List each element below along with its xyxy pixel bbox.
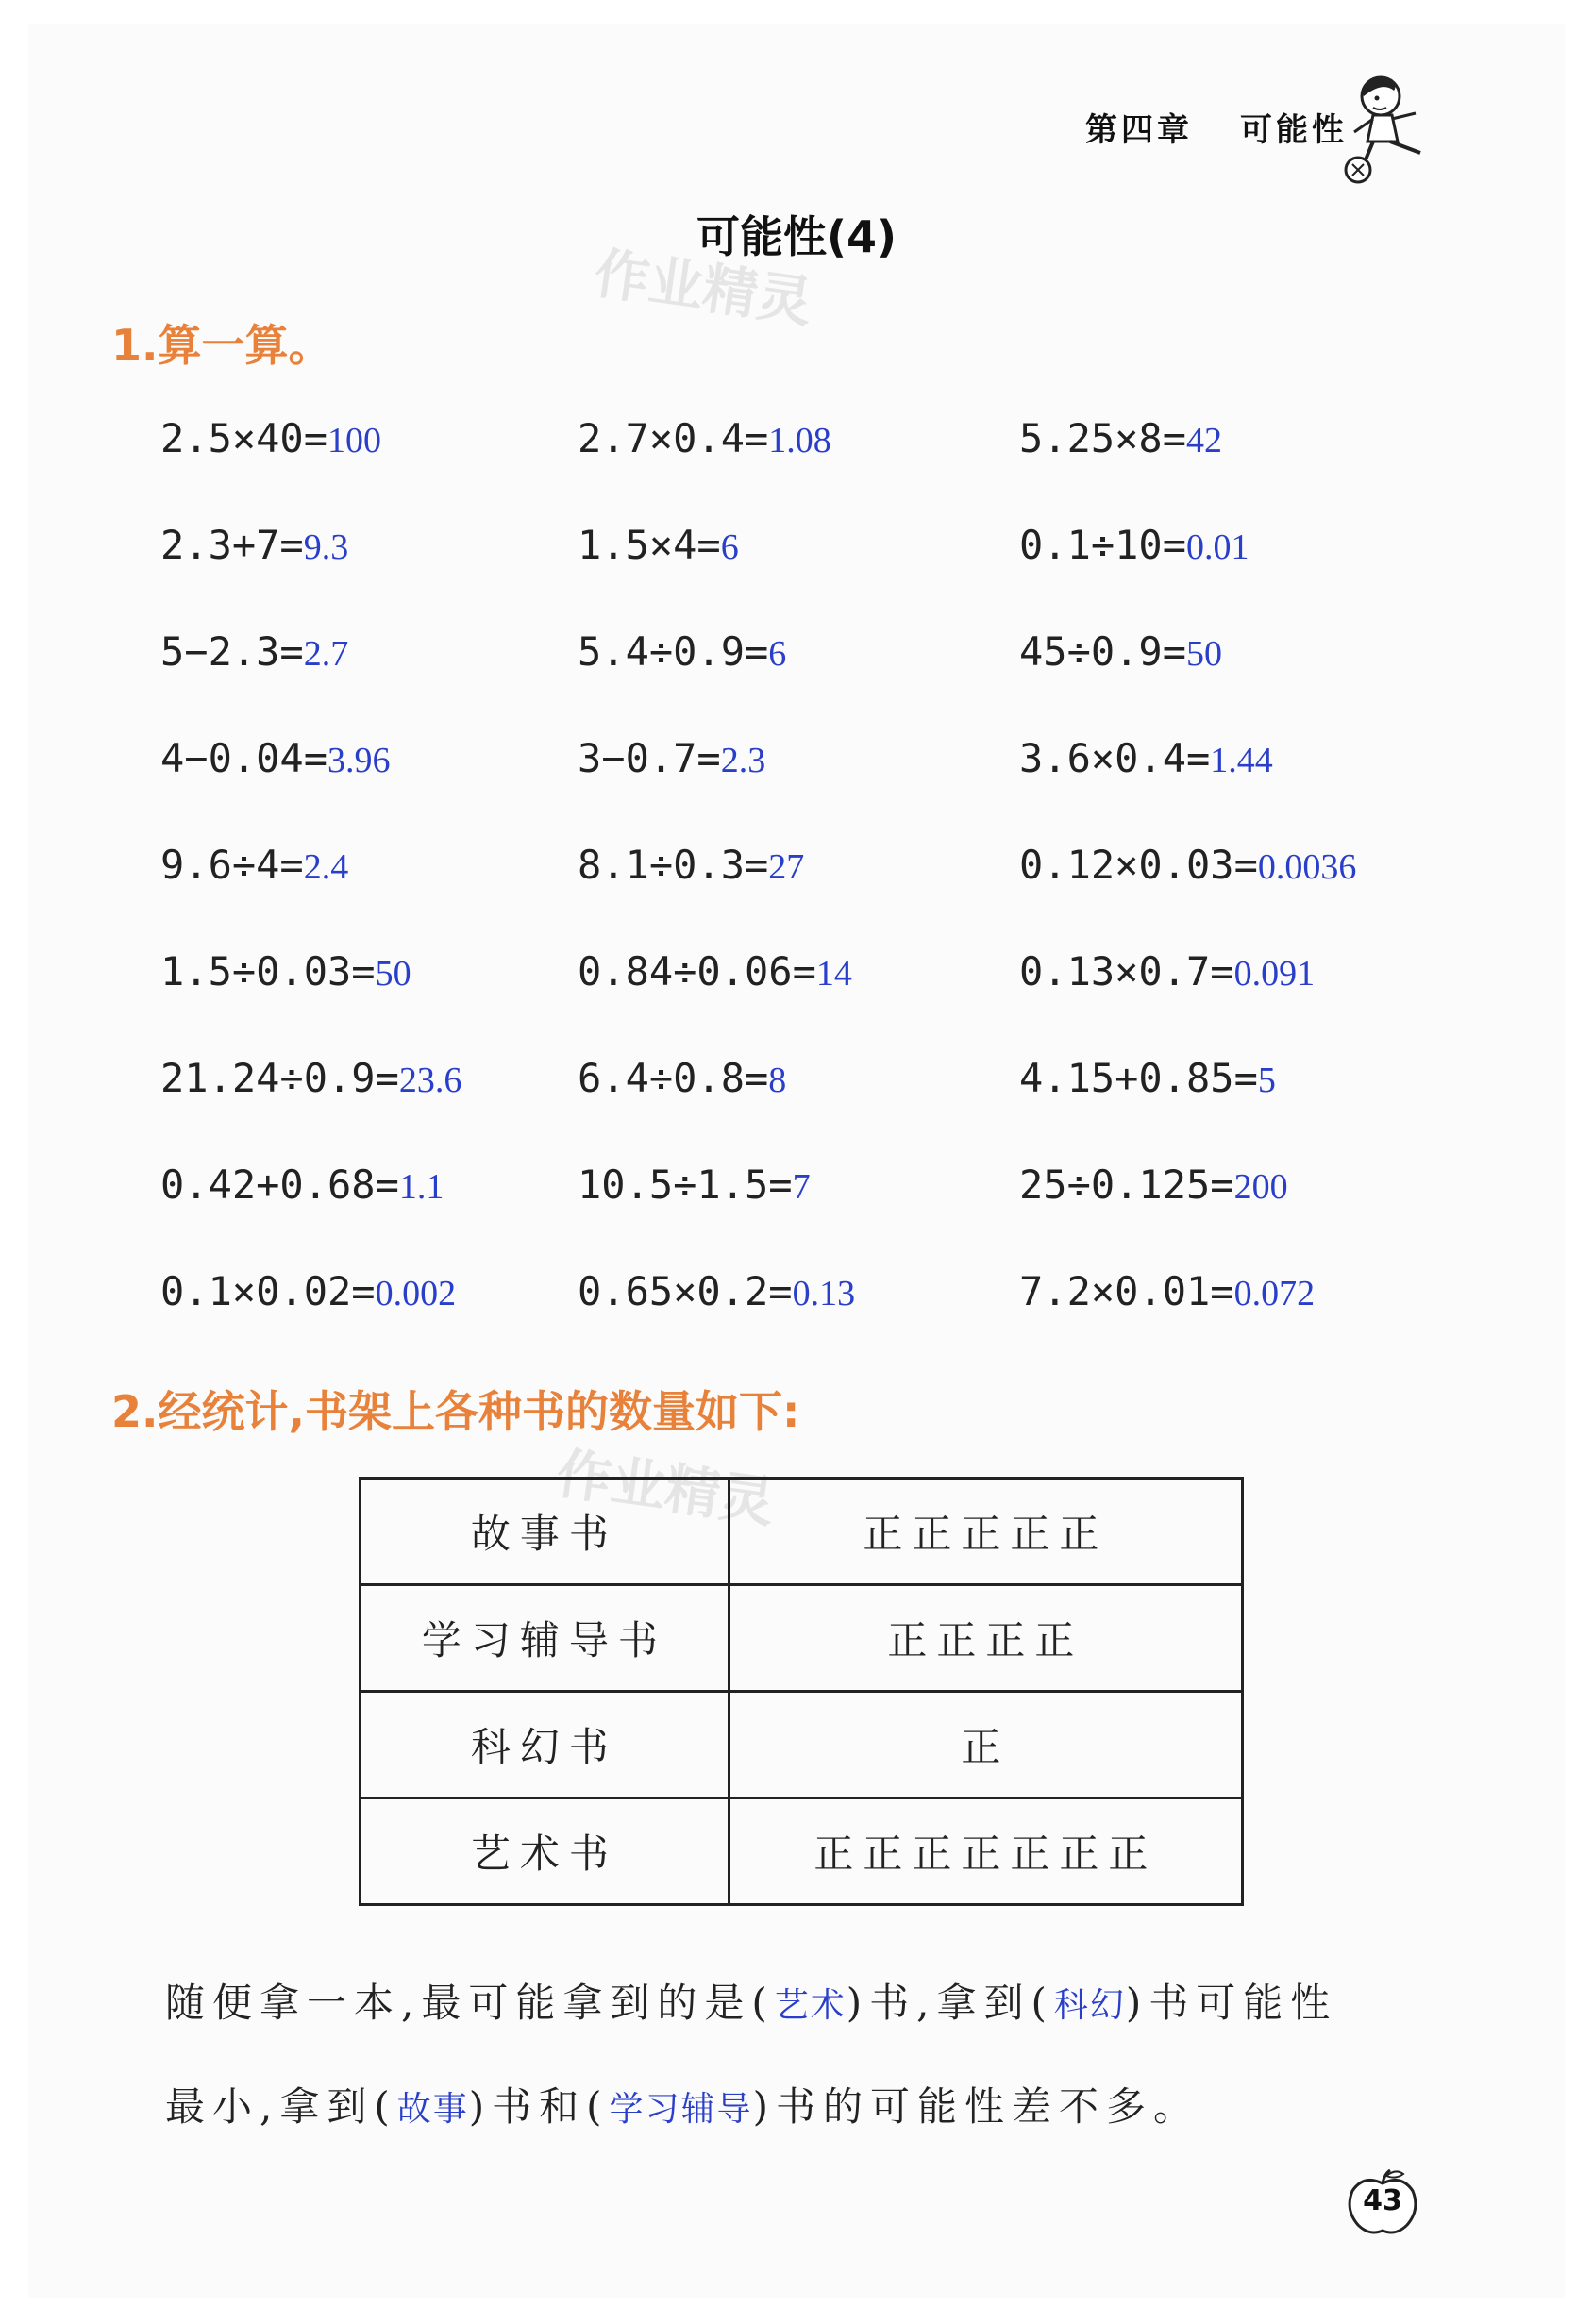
watermark-top: 作业精灵 — [590, 241, 816, 335]
fill-in-sentence-line2 — [165, 2076, 1200, 2132]
calculation-item — [578, 948, 852, 995]
calculation-item — [160, 948, 411, 995]
book-kind: 故事书 — [361, 1479, 729, 1585]
section1-heading: 1.算一算。 — [111, 320, 332, 371]
sentence-text: )书和( — [468, 2083, 610, 2130]
boy-kicking-ball-illustration — [1335, 66, 1449, 189]
book-kind: 艺术书 — [361, 1798, 729, 1905]
answer-text[interactable]: 5 — [1257, 1061, 1276, 1100]
equation-text: 3.6×0.4= — [1019, 735, 1211, 781]
answer-text[interactable]: 14 — [815, 954, 852, 994]
sentence-text: )书的可能性差不多。 — [752, 2083, 1200, 2130]
answer-text[interactable]: 0.0036 — [1257, 847, 1357, 887]
answer-blank[interactable]: 学习辅导 — [609, 2090, 753, 2129]
calculation-item — [1019, 948, 1315, 995]
equation-text: 45÷0.9= — [1019, 628, 1187, 675]
equation-text: 5−2.3= — [160, 628, 304, 675]
equation-text: 0.1×0.02= — [160, 1268, 376, 1314]
calculation-item — [160, 735, 391, 781]
calculation-item — [1019, 415, 1222, 461]
equation-text: 4.15+0.85= — [1019, 1055, 1258, 1101]
calculation-item — [1019, 1055, 1276, 1101]
answer-text[interactable]: 0.072 — [1233, 1274, 1316, 1313]
equation-text: 7.2×0.01= — [1019, 1268, 1234, 1314]
book-kind: 科幻书 — [361, 1692, 729, 1798]
calculation-item — [160, 842, 348, 888]
equation-text: 1.5×4= — [578, 522, 721, 568]
equation-text: 0.13×0.7= — [1019, 948, 1234, 995]
equation-text: 1.5÷0.03= — [160, 948, 376, 995]
watermark-middle: 作业精灵 — [552, 1441, 779, 1535]
answer-blank[interactable]: 科幻 — [1053, 1986, 1126, 2025]
answer-text[interactable]: 0.13 — [792, 1274, 856, 1313]
answer-text[interactable]: 6 — [768, 634, 787, 674]
calculation-item — [160, 415, 381, 461]
table-row — [361, 1798, 1243, 1905]
calculation-item — [160, 1162, 444, 1208]
answer-blank[interactable]: 艺术 — [774, 1986, 847, 2025]
answer-text[interactable]: 9.3 — [303, 527, 349, 567]
calculation-item — [1019, 735, 1273, 781]
book-tally: 正正正正正 — [729, 1479, 1242, 1585]
equation-text: 2.3+7= — [160, 522, 304, 568]
book-tally-table — [359, 1477, 1244, 1906]
equation-text: 6.4÷0.8= — [578, 1055, 769, 1101]
answer-text[interactable]: 3.96 — [327, 741, 391, 780]
calculation-item — [160, 522, 348, 568]
answer-text[interactable]: 0.01 — [1186, 527, 1249, 567]
page-title: 可能性(4) — [696, 211, 897, 262]
book-tally: 正正正正正正正 — [729, 1798, 1242, 1905]
equation-text: 25÷0.125= — [1019, 1162, 1234, 1208]
equation-text: 5.4÷0.9= — [578, 628, 769, 675]
equation-text: 0.1÷10= — [1019, 522, 1187, 568]
answer-text[interactable]: 200 — [1233, 1167, 1288, 1207]
answer-text[interactable]: 1.08 — [768, 421, 831, 460]
answer-text[interactable]: 42 — [1186, 421, 1223, 460]
sentence-text: 最小,拿到( — [165, 2083, 397, 2130]
sentence-text: 随便拿一本,最可能拿到的是( — [165, 1980, 775, 2026]
answer-text[interactable]: 2.4 — [303, 847, 349, 887]
calculation-item — [1019, 1162, 1288, 1208]
sentence-text: )书,拿到( — [846, 1980, 1054, 2026]
chapter-label: 第四章 — [1085, 111, 1193, 149]
answer-text[interactable]: 8 — [768, 1061, 787, 1100]
equation-text: 10.5÷1.5= — [578, 1162, 793, 1208]
book-tally: 正 — [729, 1692, 1242, 1798]
answer-text[interactable]: 1.44 — [1210, 741, 1273, 780]
calculation-item — [1019, 522, 1249, 568]
equation-text: 21.24÷0.9= — [160, 1055, 399, 1101]
answer-text[interactable]: 2.7 — [303, 634, 349, 674]
equation-text: 2.5×40= — [160, 415, 328, 461]
calculation-item — [160, 628, 348, 675]
table-row — [361, 1585, 1243, 1692]
equation-text: 8.1÷0.3= — [578, 842, 769, 888]
answer-text[interactable]: 0.091 — [1233, 954, 1316, 994]
equation-text: 0.42+0.68= — [160, 1162, 399, 1208]
answer-text[interactable]: 50 — [1186, 634, 1223, 674]
calculation-item — [1019, 842, 1356, 888]
calculation-item — [578, 842, 804, 888]
equation-text: 9.6÷4= — [160, 842, 304, 888]
section2-heading: 2.经统计,书架上各种书的数量如下: — [111, 1386, 800, 1437]
answer-text[interactable]: 0.002 — [375, 1274, 457, 1313]
calculation-item — [578, 1055, 786, 1101]
calculation-item — [578, 1162, 811, 1208]
calculation-item — [160, 1055, 461, 1101]
book-kind: 学习辅导书 — [361, 1585, 729, 1692]
equation-text: 3−0.7= — [578, 735, 721, 781]
calculation-item — [1019, 1268, 1315, 1314]
equation-text: 0.12×0.03= — [1019, 842, 1258, 888]
answer-text[interactable]: 50 — [375, 954, 411, 994]
equation-text: 4−0.04= — [160, 735, 328, 781]
answer-text[interactable]: 1.1 — [398, 1167, 444, 1207]
sentence-text: )书可能性 — [1125, 1980, 1338, 2026]
answer-text[interactable]: 7 — [792, 1167, 811, 1207]
calculation-item — [160, 1268, 456, 1314]
calculation-item — [1019, 628, 1222, 675]
answer-text[interactable]: 23.6 — [398, 1061, 462, 1100]
answer-text[interactable]: 100 — [327, 421, 382, 460]
answer-text[interactable]: 6 — [720, 527, 739, 567]
book-tally: 正正正正 — [729, 1585, 1242, 1692]
calculation-item — [578, 522, 739, 568]
answer-blank[interactable]: 故事 — [396, 2090, 469, 2129]
equation-text: 2.7×0.4= — [578, 415, 769, 461]
table-row — [361, 1692, 1243, 1798]
table-row — [361, 1479, 1243, 1585]
page-number: 43 — [1363, 2184, 1402, 2217]
topic-label: 可能性 — [1240, 111, 1348, 149]
answer-text[interactable]: 27 — [768, 847, 805, 887]
calculation-item — [578, 415, 831, 461]
equation-text: 0.65×0.2= — [578, 1268, 793, 1314]
calculation-item — [578, 628, 786, 675]
fill-in-sentence-line1 — [165, 1972, 1337, 2029]
calculation-item — [578, 1268, 855, 1314]
equation-text: 5.25×8= — [1019, 415, 1187, 461]
calculation-item — [578, 735, 765, 781]
answer-text[interactable]: 2.3 — [720, 741, 766, 780]
equation-text: 0.84÷0.06= — [578, 948, 816, 995]
